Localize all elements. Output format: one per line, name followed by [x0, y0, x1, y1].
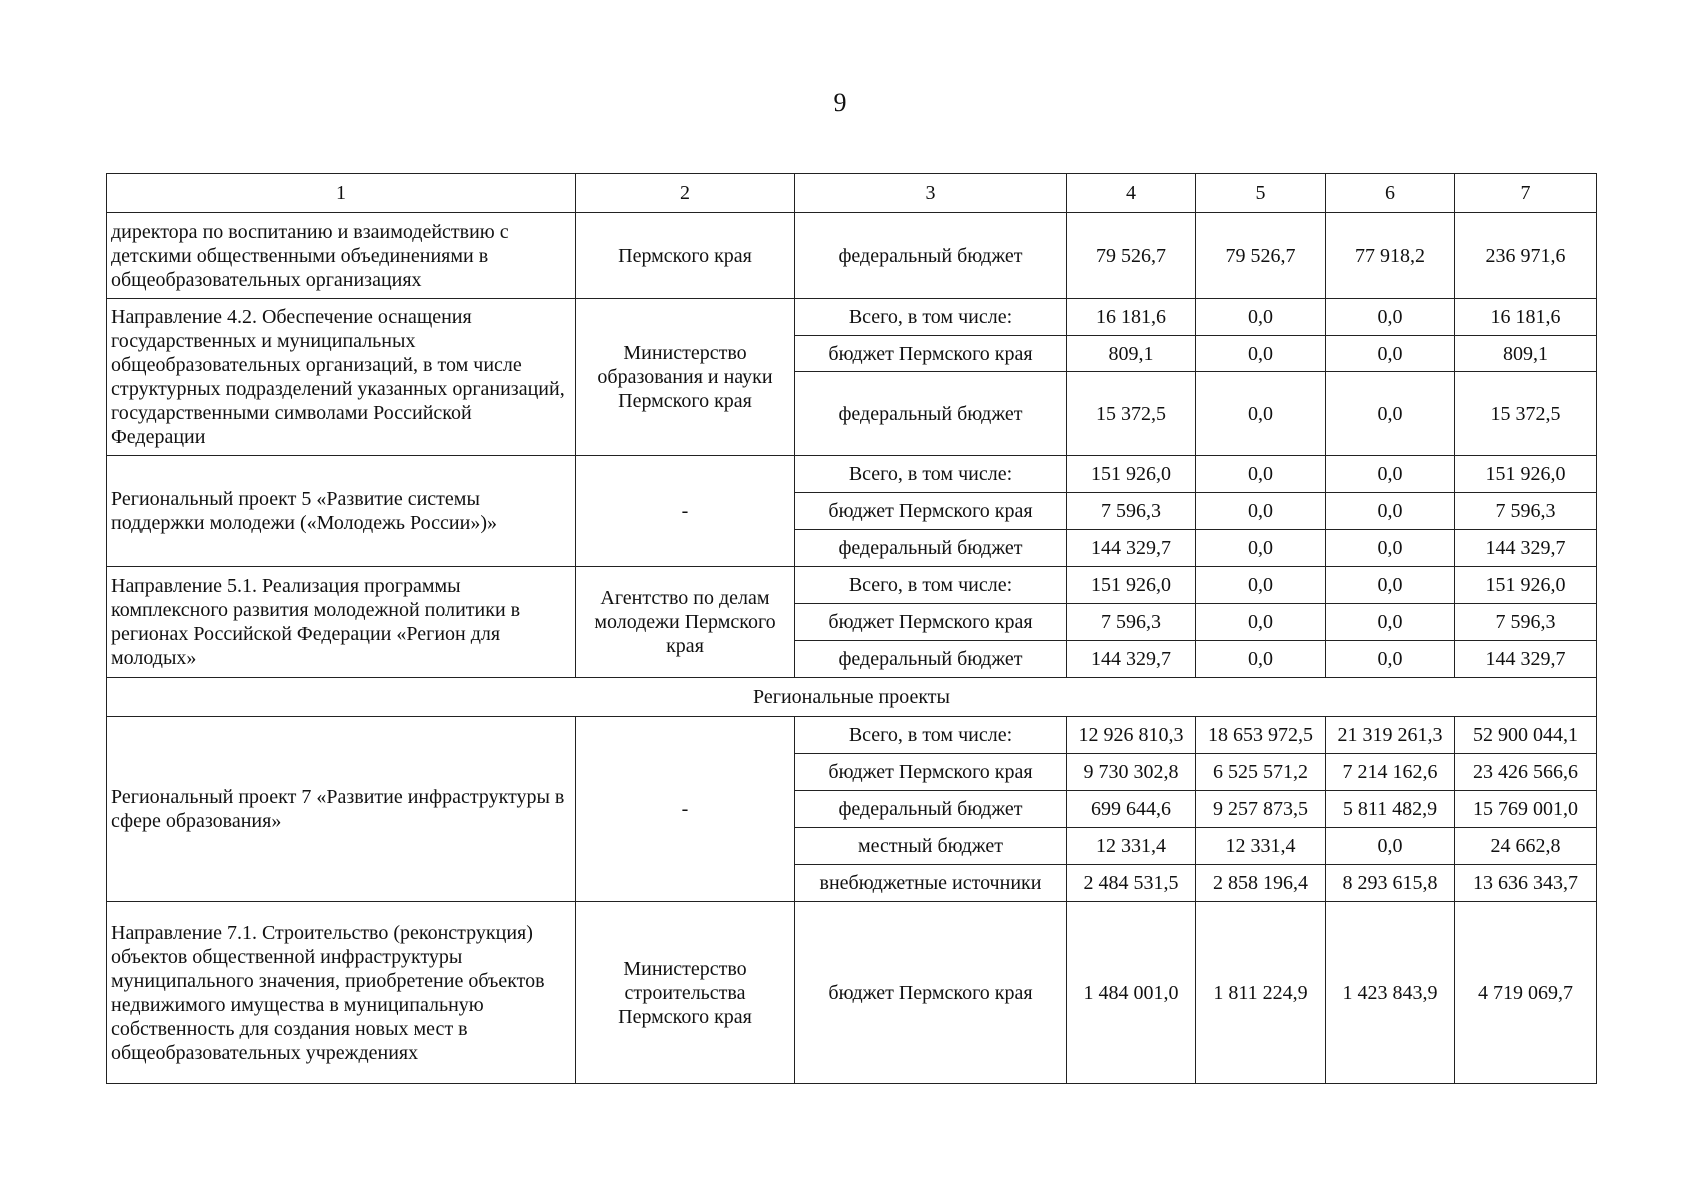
source-cell: Всего, в том числе:: [795, 567, 1067, 604]
value-cell: 2 858 196,4: [1196, 865, 1326, 902]
value-cell: 1 423 843,9: [1326, 902, 1455, 1084]
responsible-cell: -: [576, 456, 795, 567]
header-cell: 5: [1196, 174, 1326, 213]
source-cell: внебюджетные источники: [795, 865, 1067, 902]
source-cell: бюджет Пермского края: [795, 754, 1067, 791]
value-cell: 7 596,3: [1455, 604, 1597, 641]
header-cell: 4: [1067, 174, 1196, 213]
value-cell: 0,0: [1196, 493, 1326, 530]
source-cell: федеральный бюджет: [795, 791, 1067, 828]
value-cell: 13 636 343,7: [1455, 865, 1597, 902]
value-cell: 9 730 302,8: [1067, 754, 1196, 791]
value-cell: 144 329,7: [1067, 530, 1196, 567]
table-row: [107, 902, 1597, 1084]
value-cell: 151 926,0: [1455, 567, 1597, 604]
source-cell: федеральный бюджет: [795, 641, 1067, 678]
section-title: Региональные проекты: [107, 678, 1597, 717]
value-cell: 79 526,7: [1067, 213, 1196, 299]
value-cell: 9 257 873,5: [1196, 791, 1326, 828]
value-cell: 699 644,6: [1067, 791, 1196, 828]
table-row: [107, 299, 1597, 336]
header-cell: 1: [107, 174, 576, 213]
value-cell: 12 926 810,3: [1067, 717, 1196, 754]
description-cell: Направление 4.2. Обеспечение оснащения государственных и муниципальных общеобразовательных организаций, в том числе структурных подразделений указанных организаций, государственными символами Российской Федерации: [107, 299, 576, 456]
value-cell: 0,0: [1196, 530, 1326, 567]
source-cell: Всего, в том числе:: [795, 299, 1067, 336]
header-cell: 7: [1455, 174, 1597, 213]
value-cell: 0,0: [1326, 456, 1455, 493]
value-cell: 7 214 162,6: [1326, 754, 1455, 791]
value-cell: 23 426 566,6: [1455, 754, 1597, 791]
value-cell: 144 329,7: [1455, 530, 1597, 567]
description-cell: Направление 7.1. Строительство (реконструкция) объектов общественной инфраструктуры муниципального значения, приобретение объектов недвижимого имущества в муниципальную собственность для создания новых мест в общеобразовательных учреждениях: [107, 902, 576, 1084]
source-cell: бюджет Пермского края: [795, 336, 1067, 372]
value-cell: 0,0: [1196, 567, 1326, 604]
header-cell: 3: [795, 174, 1067, 213]
table-row: [107, 213, 1597, 299]
value-cell: 0,0: [1196, 372, 1326, 456]
value-cell: 79 526,7: [1196, 213, 1326, 299]
value-cell: 809,1: [1455, 336, 1597, 372]
value-cell: 8 293 615,8: [1326, 865, 1455, 902]
value-cell: 21 319 261,3: [1326, 717, 1455, 754]
value-cell: 0,0: [1196, 641, 1326, 678]
value-cell: 5 811 482,9: [1326, 791, 1455, 828]
responsible-cell: Пермского края: [576, 213, 795, 299]
value-cell: 236 971,6: [1455, 213, 1597, 299]
responsible-cell: -: [576, 717, 795, 902]
value-cell: 0,0: [1196, 336, 1326, 372]
value-cell: 0,0: [1326, 828, 1455, 865]
value-cell: 0,0: [1326, 641, 1455, 678]
source-cell: федеральный бюджет: [795, 530, 1067, 567]
source-cell: местный бюджет: [795, 828, 1067, 865]
table-row: [107, 567, 1597, 604]
value-cell: 1 811 224,9: [1196, 902, 1326, 1084]
source-cell: Всего, в том числе:: [795, 456, 1067, 493]
value-cell: 12 331,4: [1196, 828, 1326, 865]
value-cell: 1 484 001,0: [1067, 902, 1196, 1084]
value-cell: 15 372,5: [1067, 372, 1196, 456]
source-cell: бюджет Пермского края: [795, 902, 1067, 1084]
budget-table: [106, 173, 1597, 1084]
value-cell: 2 484 531,5: [1067, 865, 1196, 902]
source-cell: Всего, в том числе:: [795, 717, 1067, 754]
page-number: 9: [833, 88, 847, 117]
value-cell: 16 181,6: [1067, 299, 1196, 336]
source-cell: бюджет Пермского края: [795, 493, 1067, 530]
value-cell: 809,1: [1067, 336, 1196, 372]
responsible-cell: Министерство строительства Пермского края: [576, 902, 795, 1084]
value-cell: 0,0: [1326, 372, 1455, 456]
value-cell: 0,0: [1326, 493, 1455, 530]
source-cell: федеральный бюджет: [795, 372, 1067, 456]
value-cell: 18 653 972,5: [1196, 717, 1326, 754]
value-cell: 77 918,2: [1326, 213, 1455, 299]
value-cell: 6 525 571,2: [1196, 754, 1326, 791]
value-cell: 151 926,0: [1455, 456, 1597, 493]
value-cell: 0,0: [1326, 336, 1455, 372]
value-cell: 52 900 044,1: [1455, 717, 1597, 754]
responsible-cell: Министерство образования и науки Пермского края: [576, 299, 795, 456]
value-cell: 15 372,5: [1455, 372, 1597, 456]
table-row: [107, 456, 1597, 493]
value-cell: 0,0: [1196, 456, 1326, 493]
value-cell: 0,0: [1196, 299, 1326, 336]
table-row: [107, 717, 1597, 754]
description-cell: Региональный проект 7 «Развитие инфраструктуры в сфере образования»: [107, 717, 576, 902]
value-cell: 0,0: [1326, 530, 1455, 567]
source-cell: бюджет Пермского края: [795, 604, 1067, 641]
section-row: [107, 678, 1597, 717]
value-cell: 4 719 069,7: [1455, 902, 1597, 1084]
value-cell: 151 926,0: [1067, 456, 1196, 493]
value-cell: 16 181,6: [1455, 299, 1597, 336]
value-cell: 0,0: [1326, 604, 1455, 641]
value-cell: 151 926,0: [1067, 567, 1196, 604]
source-cell: федеральный бюджет: [795, 213, 1067, 299]
description-cell: Региональный проект 5 «Развитие системы поддержки молодежи («Молодежь России»)»: [107, 456, 576, 567]
header-cell: 6: [1326, 174, 1455, 213]
value-cell: 0,0: [1326, 567, 1455, 604]
value-cell: 24 662,8: [1455, 828, 1597, 865]
value-cell: 15 769 001,0: [1455, 791, 1597, 828]
header-cell: 2: [576, 174, 795, 213]
value-cell: 7 596,3: [1067, 493, 1196, 530]
responsible-cell: Агентство по делам молодежи Пермского края: [576, 567, 795, 678]
value-cell: 12 331,4: [1067, 828, 1196, 865]
value-cell: 7 596,3: [1067, 604, 1196, 641]
description-cell: Направление 5.1. Реализация программы комплексного развития молодежной политики в регионах Российской Федерации «Регион для молодых»: [107, 567, 576, 678]
value-cell: 144 329,7: [1455, 641, 1597, 678]
value-cell: 0,0: [1196, 604, 1326, 641]
description-cell: директора по воспитанию и взаимодействию с детскими общественными объединениями в общеобразовательных организациях: [107, 213, 576, 299]
value-cell: 144 329,7: [1067, 641, 1196, 678]
value-cell: 7 596,3: [1455, 493, 1597, 530]
table-header-row: [107, 174, 1597, 213]
value-cell: 0,0: [1326, 299, 1455, 336]
